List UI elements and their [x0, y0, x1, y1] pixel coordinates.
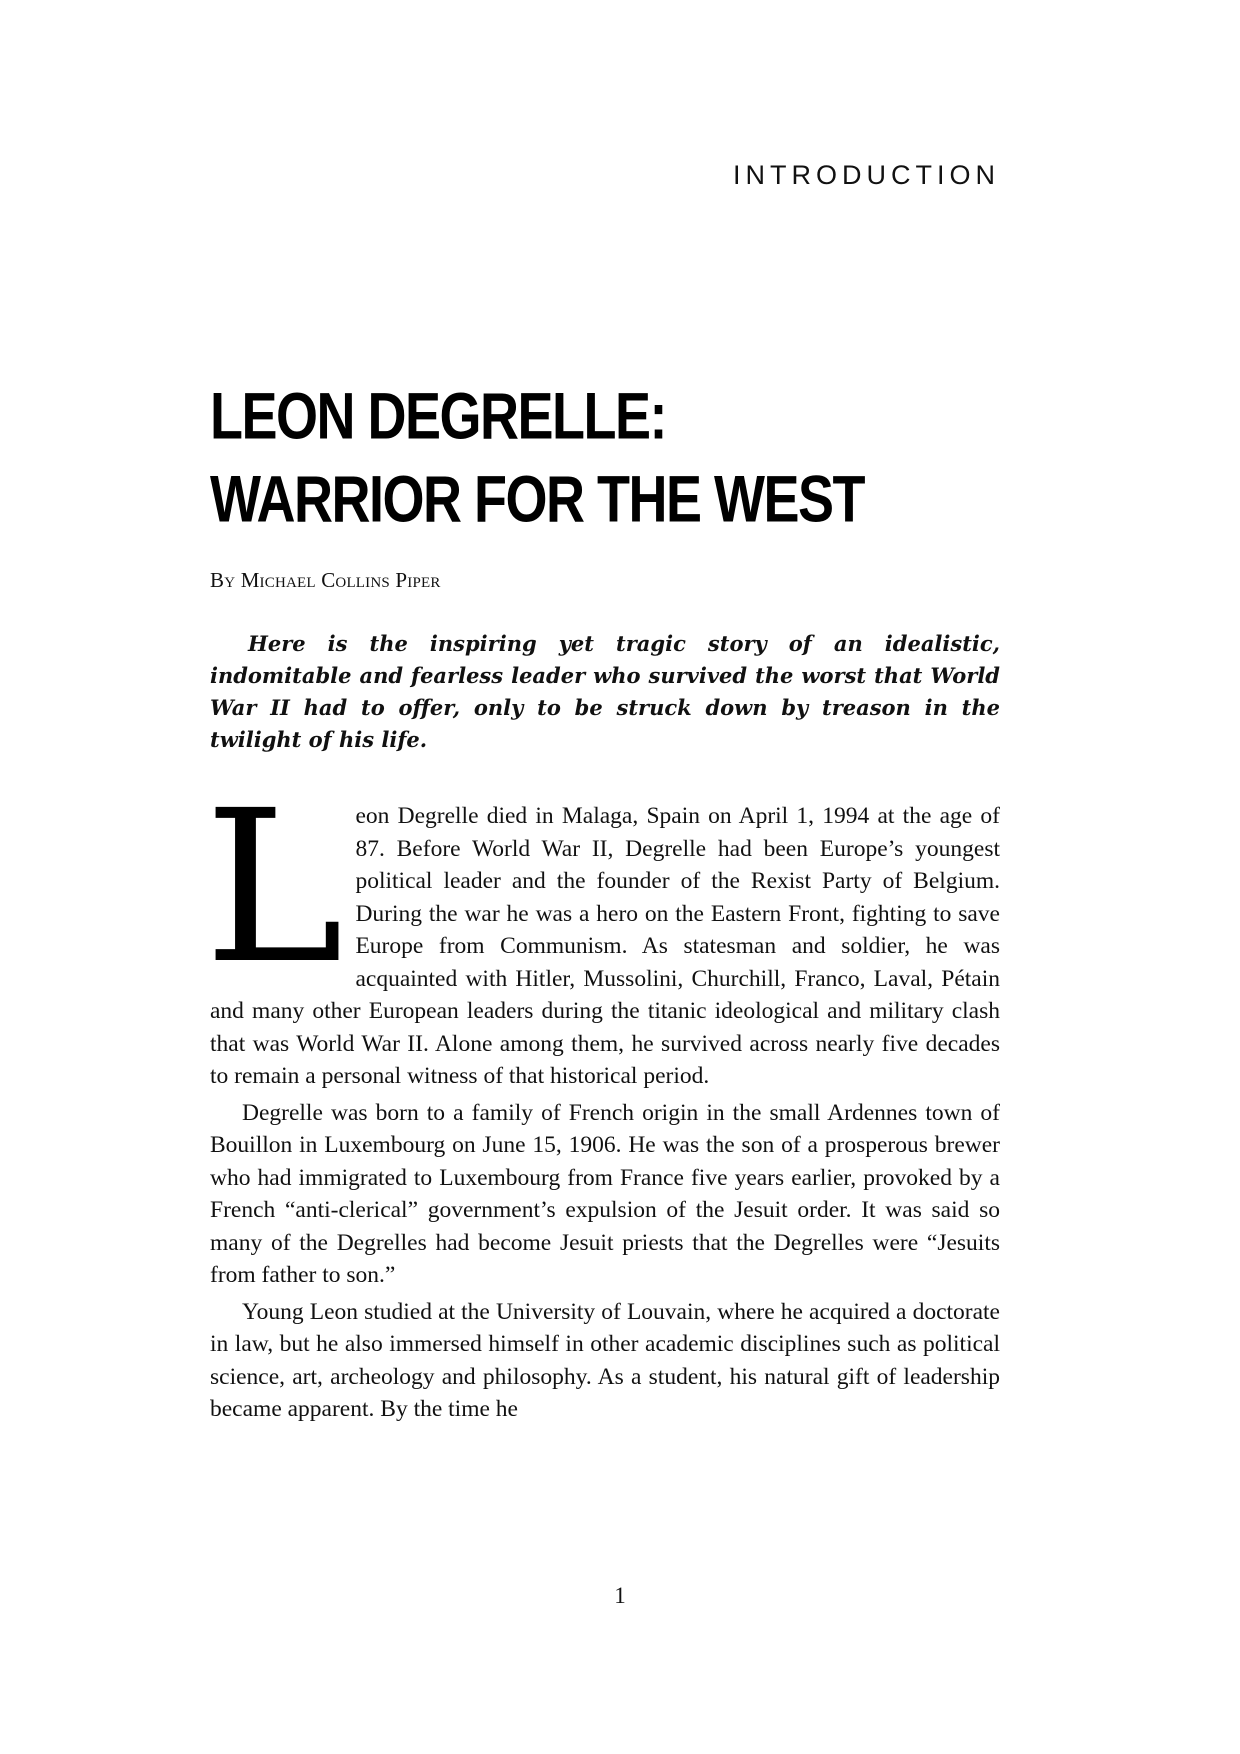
body-paragraph-1: [204, 765, 1000, 1093]
author-byline: By Michael Collins Piper: [210, 568, 441, 592]
section-label: INTRODUCTION: [733, 160, 1000, 190]
chapter-title: [210, 375, 864, 541]
lede-paragraph: Here is the inspiring yet tragic story of an idealistic, indomitable and fearless leader who survived the worst that World War II had to offer, only to be struck down by treason in the twilight of his life.: [210, 631, 1000, 752]
body-paragraph-3: Young Leon studied at the University of Louvain, where he acquired a doctorate in law, but he also immersed himself in other academic disciplines such as political science, art, archeology and philosophy. As a student, his natural gift of leadership became apparent. By the time he: [210, 1298, 1000, 1422]
drop-cap: L: [204, 765, 344, 1010]
body-paragraph-1-text: eon Degrelle died in Malaga, Spain on April 1, 1994 at the age of 87. Before World War II, Degrelle had been Europe’s youngest political leader and the founder of the Rexist Party of Belgium. During the war he was a hero on the Eastern Front, fighting to save Europe from Communism. As statesman and soldier, he was acquainted with Hitler, Mussolini, Churchill, Franco, Laval, Pétain and many other European leaders during the titanic ideological and military clash that was World War II. Alone among them, he survived across nearly five decades to remain a personal witness of that historical period.: [210, 803, 1000, 1089]
page-number: 1: [614, 1583, 626, 1608]
article-body: [204, 765, 1000, 1430]
chapter-title-line-1: LEON DEGRELLE:: [210, 379, 667, 454]
body-paragraph-2: Degrelle was born to a family of French origin in the small Ardennes town of Bouillon in Luxembourg on June 15, 1906. He was the son of a prosperous brewer who had immigrated to Luxembourg from France five years earlier, provoked by a French “anti-clerical” government’s expulsion of the Jesuit order. It was said so many of the Degrelles had become Jesuit priests that the Degrelles were “Jesuits from father to son.”: [210, 1099, 1000, 1288]
chapter-title-line-2: WARRIOR FOR THE WEST: [210, 462, 864, 537]
